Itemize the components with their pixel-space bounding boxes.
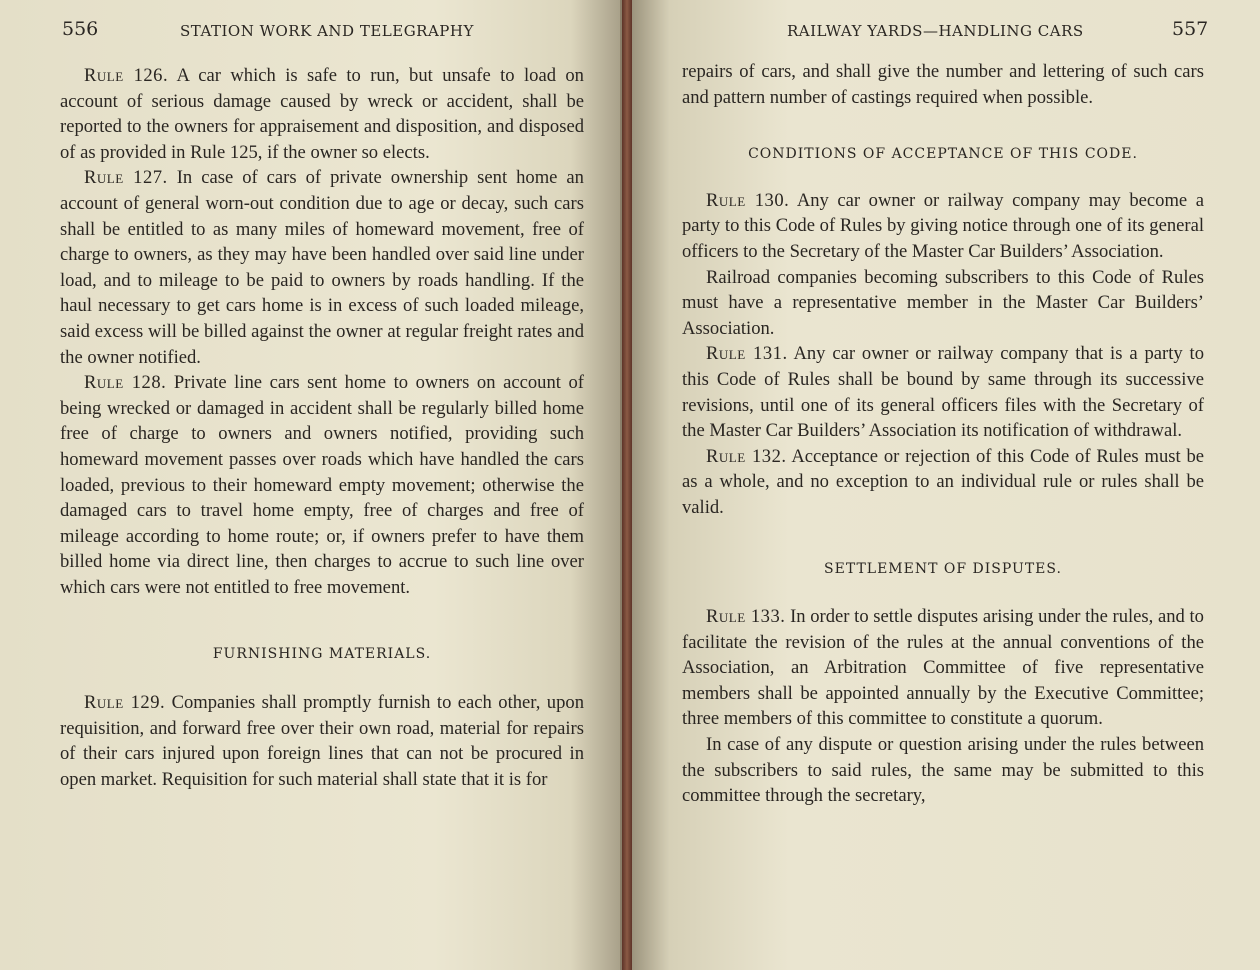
right-page (632, 0, 1260, 970)
rule-paragraph (60, 165, 584, 370)
section-heading: SETTLEMENT OF DISPUTES. (824, 560, 1062, 577)
rule-text: Railroad companies becoming subscribers to this Code of Rules must have a representative member in the Master Car Builders’ Association. (682, 266, 1204, 339)
rule-number: Rule 126. (84, 65, 169, 86)
rule-text: Any car owner or railway company may become a party to this Code of Rules by giving notice through one of its general officers to the Secretary of the Master Car Builders’ Association. (682, 189, 1204, 262)
running-head: RAILWAY YARDS—HANDLING CARS (787, 22, 1084, 40)
section-heading: FURNISHING MATERIALS. (212, 646, 432, 663)
rule-number: Rule 127. (84, 167, 168, 189)
rule-text: Acceptance or rejection of this Code of Rules must be as a whole, and no exception to an individual rule or rules shall be valid. (682, 445, 1204, 518)
rule-paragraph (60, 63, 584, 165)
page-number: 557 (1172, 18, 1209, 40)
continuation-paragraph: repairs of cars, and shall give the number and lettering of such cars and pattern number of castings required when possible. (682, 61, 1204, 108)
rule-text: A car which is safe to run, but unsafe to load on account of serious damage caused by wreck or accident, shall be reported to the owners for appraisement and disposition, and disposed of as provided in Rule 125, if the owner so elects. (60, 65, 584, 163)
rule-paragraph (682, 444, 1204, 521)
rule-number: Rule 131. (706, 343, 788, 365)
rule-text: In case of cars of private ownership sent home an account of general worn-out condition due to age or decay, such cars shall be entitled to as many miles of homeward movement, free of charge to owners, as they may have been handled over said line under load, and to mileage to be paid to owners by roads handling. If the haul necessary to get cars home is in excess of such loaded mileage, said excess will be billed against the owner at regular freight rates and the owner notified. (60, 167, 584, 368)
running-head: STATION WORK AND TELEGRAPHY (180, 22, 474, 40)
body-text (60, 63, 584, 792)
rule-text: In case of any dispute or question arising under the rules between the subscribers to said rules, the same may be submitted to this committee through the secretary, (682, 734, 1204, 807)
paragraph-group (682, 188, 1204, 521)
rule-paragraph (682, 604, 1204, 732)
rule-paragraph (682, 732, 1204, 809)
rule-paragraph (60, 690, 584, 792)
rule-paragraph (682, 188, 1204, 265)
left-page (0, 0, 622, 970)
rule-number: Rule 130. (706, 189, 790, 211)
body-text (682, 59, 1204, 809)
rule-text: In order to settle disputes arising under the rules, and to facilitate the revision of the rules at the annual conventions of the Association, an Arbitration Committee of five representative members shall be appointed annually by the Executive Committee; three members of this committee to constitute a quorum. (682, 606, 1204, 730)
rule-text: Private line cars sent home to owners on account of being wrecked or damaged in accident shall be regularly billed home free of charge to owners and owners notified, providing such homeward movement passes over roads which have handled the cars loaded, previous to their homeward empty movement; otherwise the damaged cars to travel home empty, free of charges and free of mileage according to home route; or, if owners prefer to have them billed home via direct line, then charges to accrue to such line over which cars were not entitled to free movement. (60, 372, 584, 598)
rule-number: Rule 128. (84, 372, 167, 394)
rule-paragraph (682, 265, 1204, 342)
rule-paragraph (682, 341, 1204, 443)
section-heading: CONDITIONS OF ACCEPTANCE OF THIS CODE. (748, 146, 1138, 163)
paragraph-group (60, 690, 584, 792)
rule-text: Any car owner or railway company that is a party to this Code of Rules shall be bound by same through its successive revisions, until one of its general officers files with the Secretary of the Master Car Builders’ Association its notification of withdrawal. (682, 343, 1204, 442)
rule-number: Rule 132. (706, 445, 787, 467)
rule-paragraph (60, 370, 584, 600)
rule-number: Rule 129. (84, 692, 166, 714)
book-gutter (622, 0, 632, 970)
paragraph-group (682, 604, 1204, 809)
paragraph-group (60, 63, 584, 600)
rule-text: Companies shall promptly furnish to each other, upon requisition, and forward free over their own road, material for repairs of their cars injured upon foreign lines that can not be procured in open market. Requisition for such material shall state that it is for (60, 692, 584, 790)
page-number: 556 (62, 18, 99, 40)
rule-number: Rule 133. (706, 606, 786, 628)
